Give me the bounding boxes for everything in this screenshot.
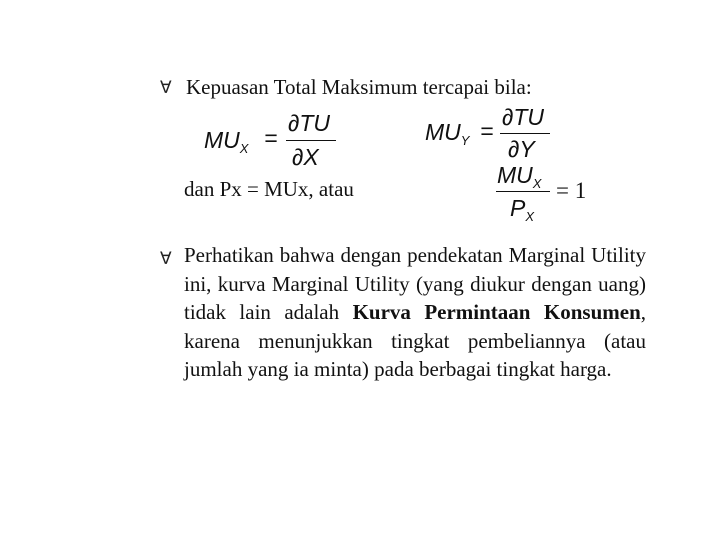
eq3-rhs: = 1 bbox=[556, 178, 587, 203]
condition-text: dan Px = MUx, atau bbox=[184, 177, 354, 201]
eq1-lhs: $MU_X$ bbox=[204, 127, 249, 156]
bullet-text-1: Kepuasan Total Maksimum tercapai bila: bbox=[186, 75, 532, 99]
eq2-lhs: $MU_Y$ bbox=[425, 119, 470, 148]
bullet-text-2-part1: Perhatikan bahwa dengan pendekatan Marginal Utility ini, kurva Marginal Utility (yang diukur dengan uang) tidak lain adalah bbox=[184, 243, 646, 325]
eq1-numerator: ∂TU bbox=[288, 110, 331, 136]
eq2-fraction-bar bbox=[500, 133, 550, 134]
bullet-text-2 bbox=[184, 241, 646, 384]
eq3-numerator: $MU_X$ bbox=[497, 162, 542, 191]
eq3-denominator: $P_X$ bbox=[510, 195, 535, 224]
eq1-equals: = bbox=[264, 125, 278, 151]
bullet-text-2-part2: , karena menunjukkan tingkat pembeliannya (atau jumlah yang ia minta) pada berbagai tingkat harga. bbox=[184, 300, 647, 382]
bullet-icon: ∀ bbox=[160, 249, 172, 269]
eq2-numerator: ∂TU bbox=[502, 104, 545, 130]
eq1-fraction-bar bbox=[286, 140, 336, 141]
eq1-denominator: ∂X bbox=[292, 144, 319, 170]
bullet-icon: ∀ bbox=[160, 78, 172, 98]
eq3-fraction-bar bbox=[496, 191, 550, 192]
bullet-text-2-bold: Kurva Permintaan Konsumen bbox=[352, 300, 641, 325]
eq2-equals: = bbox=[480, 118, 494, 144]
eq2-denominator: ∂Y bbox=[508, 136, 535, 162]
